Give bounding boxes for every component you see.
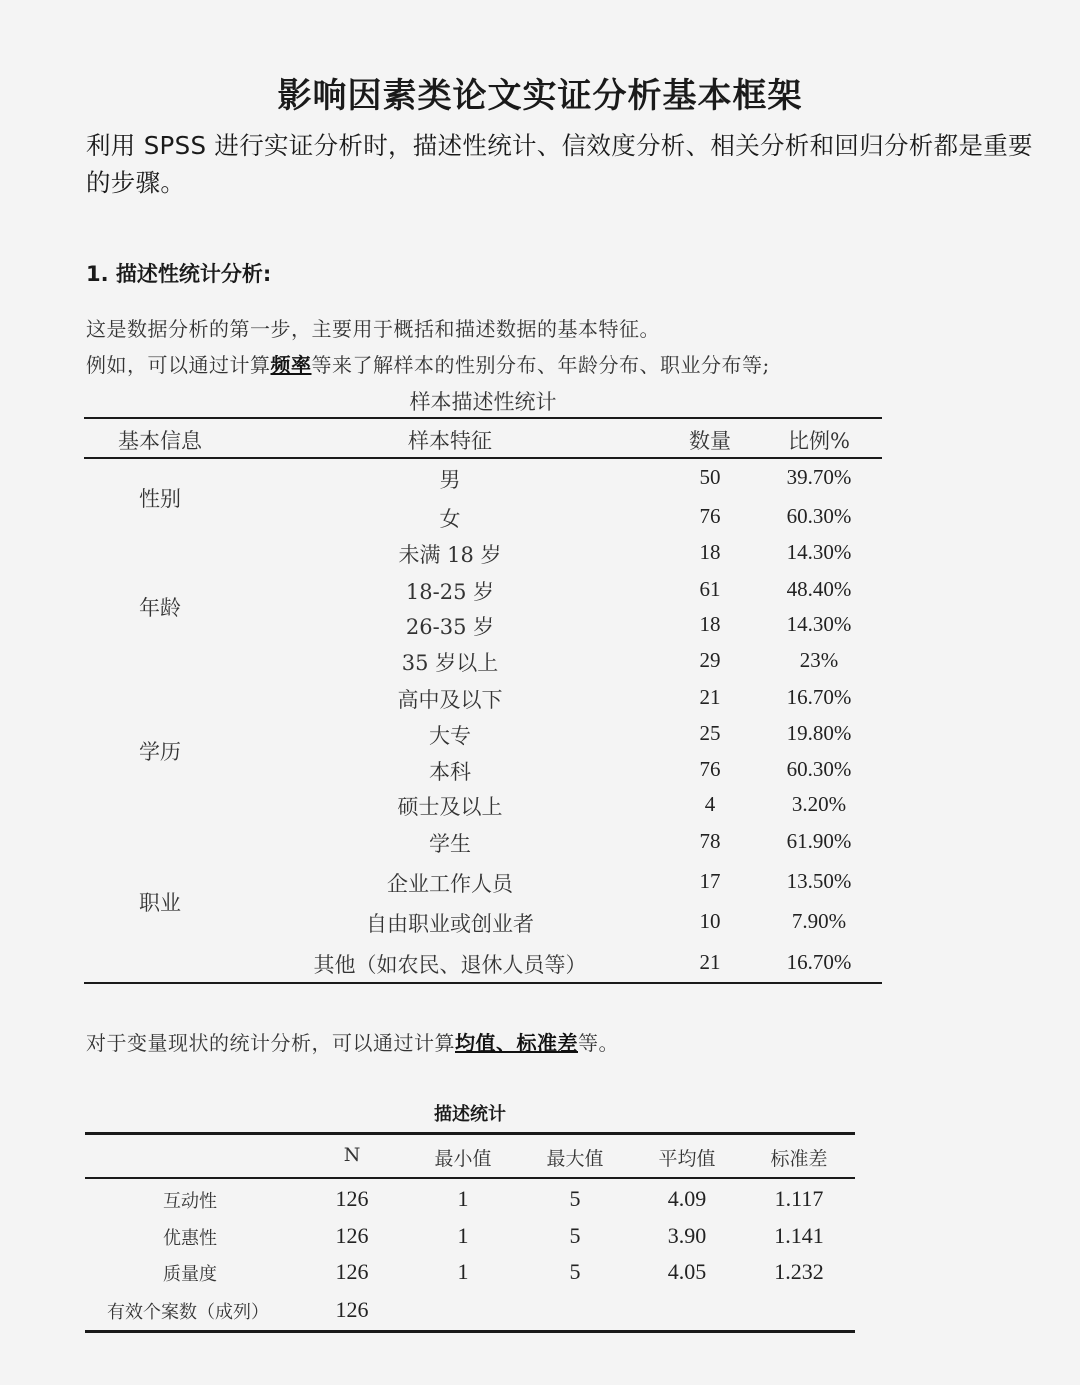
table2-cell-min: 1 <box>457 1186 469 1211</box>
line2-suffix: 等来了解样本的性别分布、年龄分布、职业分布等; <box>311 353 770 377</box>
table-row-feature: 企业工作人员 <box>387 872 513 896</box>
group-education: 学历 <box>139 740 181 764</box>
page-title: 影响因素类论文实证分析基本框架 <box>277 76 803 116</box>
table-row-feature: 35 岁以上 <box>401 651 499 675</box>
table2-row-label: 优惠性 <box>163 1228 217 1249</box>
table-row-percent: 61.90% <box>786 829 852 853</box>
table-row-count: 25 <box>699 721 721 745</box>
table2-cell-max: 5 <box>569 1259 581 1284</box>
table-row-percent: 7.90% <box>791 909 847 933</box>
table-row-count: 76 <box>699 504 721 528</box>
table2-top-rule <box>85 1132 855 1135</box>
table-row-feature: 本科 <box>429 760 471 784</box>
table-row-count: 29 <box>699 648 721 672</box>
intro-paragraph: 利用 SPSS 进行实证分析时，描述性统计、信效度分析、相关分析和回归分析都是重要的步骤。 <box>86 131 1033 197</box>
table-row-count: 4 <box>704 792 716 816</box>
table-row-percent: 19.80% <box>786 721 852 745</box>
table2-cell-max: 5 <box>569 1186 581 1211</box>
table-row-count: 50 <box>699 465 721 489</box>
table-row-count: 21 <box>699 950 721 974</box>
table-row-percent: 14.30% <box>786 540 852 564</box>
table2-cell-std: 1.141 <box>774 1223 824 1248</box>
table2-row-label: 质量度 <box>163 1264 217 1285</box>
mean-std-emphasis: 均值、标准差 <box>455 1031 578 1055</box>
table1-header-feature: 样本特征 <box>408 429 492 453</box>
table2-cell-n: 126 <box>335 1223 369 1248</box>
table1-header-rule <box>84 457 882 459</box>
table2-header-std: 标准差 <box>770 1148 828 1170</box>
table-row-percent: 60.30% <box>786 757 852 781</box>
table-row-percent: 16.70% <box>786 685 852 709</box>
table2-cell-n: 126 <box>335 1259 369 1284</box>
table-row-count: 17 <box>699 869 721 893</box>
table1-header-info: 基本信息 <box>118 429 202 453</box>
table-row-count: 18 <box>699 540 721 564</box>
table-row-feature: 未满 18 岁 <box>398 543 502 567</box>
table2-cell-max: 5 <box>569 1223 581 1248</box>
section-line-2 <box>86 349 770 378</box>
table2-header-n: N <box>343 1144 361 1166</box>
table-row-percent: 16.70% <box>786 950 852 974</box>
table2-cell-min: 1 <box>457 1223 469 1248</box>
table-row-count: 61 <box>699 577 721 601</box>
table2-cell-n: 126 <box>335 1297 369 1322</box>
table-row-count: 18 <box>699 612 721 636</box>
table2-header-mean: 平均值 <box>658 1148 716 1170</box>
table-row-percent: 14.30% <box>786 612 852 636</box>
table-row-feature: 其他（如农民、退休人员等） <box>313 953 587 977</box>
para2-prefix: 对于变量现状的统计分析，可以通过计算 <box>86 1031 455 1055</box>
para2 <box>86 1027 619 1056</box>
table1-header-percent: 比例% <box>788 429 850 453</box>
table1-header-count: 数量 <box>689 429 731 453</box>
table-row-feature: 男 <box>439 468 461 492</box>
group-age: 年龄 <box>139 596 181 620</box>
table-row-percent: 23% <box>799 648 839 672</box>
table1-bottom-rule <box>84 982 882 984</box>
line2-prefix: 例如，可以通过计算 <box>86 353 271 377</box>
table2-row-label: 互动性 <box>163 1191 217 1212</box>
table-row-feature: 26-35 岁 <box>405 615 495 639</box>
frequency-emphasis: 频率 <box>270 353 312 377</box>
table-row-percent: 13.50% <box>786 869 852 893</box>
section-heading: 1. 描述性统计分析: <box>86 262 272 286</box>
section-line-1: 这是数据分析的第一步，主要用于概括和描述数据的基本特征。 <box>86 317 660 341</box>
table-row-feature: 大专 <box>429 724 471 748</box>
table-row-percent: 39.70% <box>786 465 852 489</box>
table2-cell-std: 1.232 <box>774 1259 824 1284</box>
table1-top-rule <box>84 417 882 419</box>
table2-cell-std: 1.117 <box>774 1186 824 1211</box>
table-row-feature: 学生 <box>429 832 471 856</box>
table2-bottom-rule <box>85 1330 855 1333</box>
table2-row-label: 有效个案数（成列） <box>107 1302 269 1323</box>
table-row-count: 10 <box>699 909 721 933</box>
table2-cell-n: 126 <box>335 1186 369 1211</box>
table-row-count: 78 <box>699 829 721 853</box>
table2-cell-mean: 4.05 <box>667 1259 707 1284</box>
table2-caption: 描述统计 <box>434 1104 506 1125</box>
group-occupation: 职业 <box>139 891 181 915</box>
table-row-count: 76 <box>699 757 721 781</box>
table-row-percent: 60.30% <box>786 504 852 528</box>
table-row-count: 21 <box>699 685 721 709</box>
group-gender: 性别 <box>139 487 181 511</box>
table2-header-max: 最大值 <box>546 1148 604 1170</box>
table2-cell-min: 1 <box>457 1259 469 1284</box>
table-row-feature: 18-25 岁 <box>405 580 495 604</box>
table-row-percent: 3.20% <box>791 792 847 816</box>
table2-cell-mean: 4.09 <box>667 1186 707 1211</box>
table-row-feature: 硕士及以上 <box>397 795 503 819</box>
table-row-percent: 48.40% <box>786 577 852 601</box>
table-row-feature: 女 <box>439 507 461 531</box>
table2-header-rule <box>85 1177 855 1179</box>
table2-header-min: 最小值 <box>434 1148 492 1170</box>
table2-cell-mean: 3.90 <box>667 1223 707 1248</box>
para2-suffix: 等。 <box>578 1031 619 1055</box>
table1-caption: 样本描述性统计 <box>409 390 557 414</box>
table-row-feature: 高中及以下 <box>397 688 503 712</box>
table-row-feature: 自由职业或创业者 <box>366 912 534 936</box>
